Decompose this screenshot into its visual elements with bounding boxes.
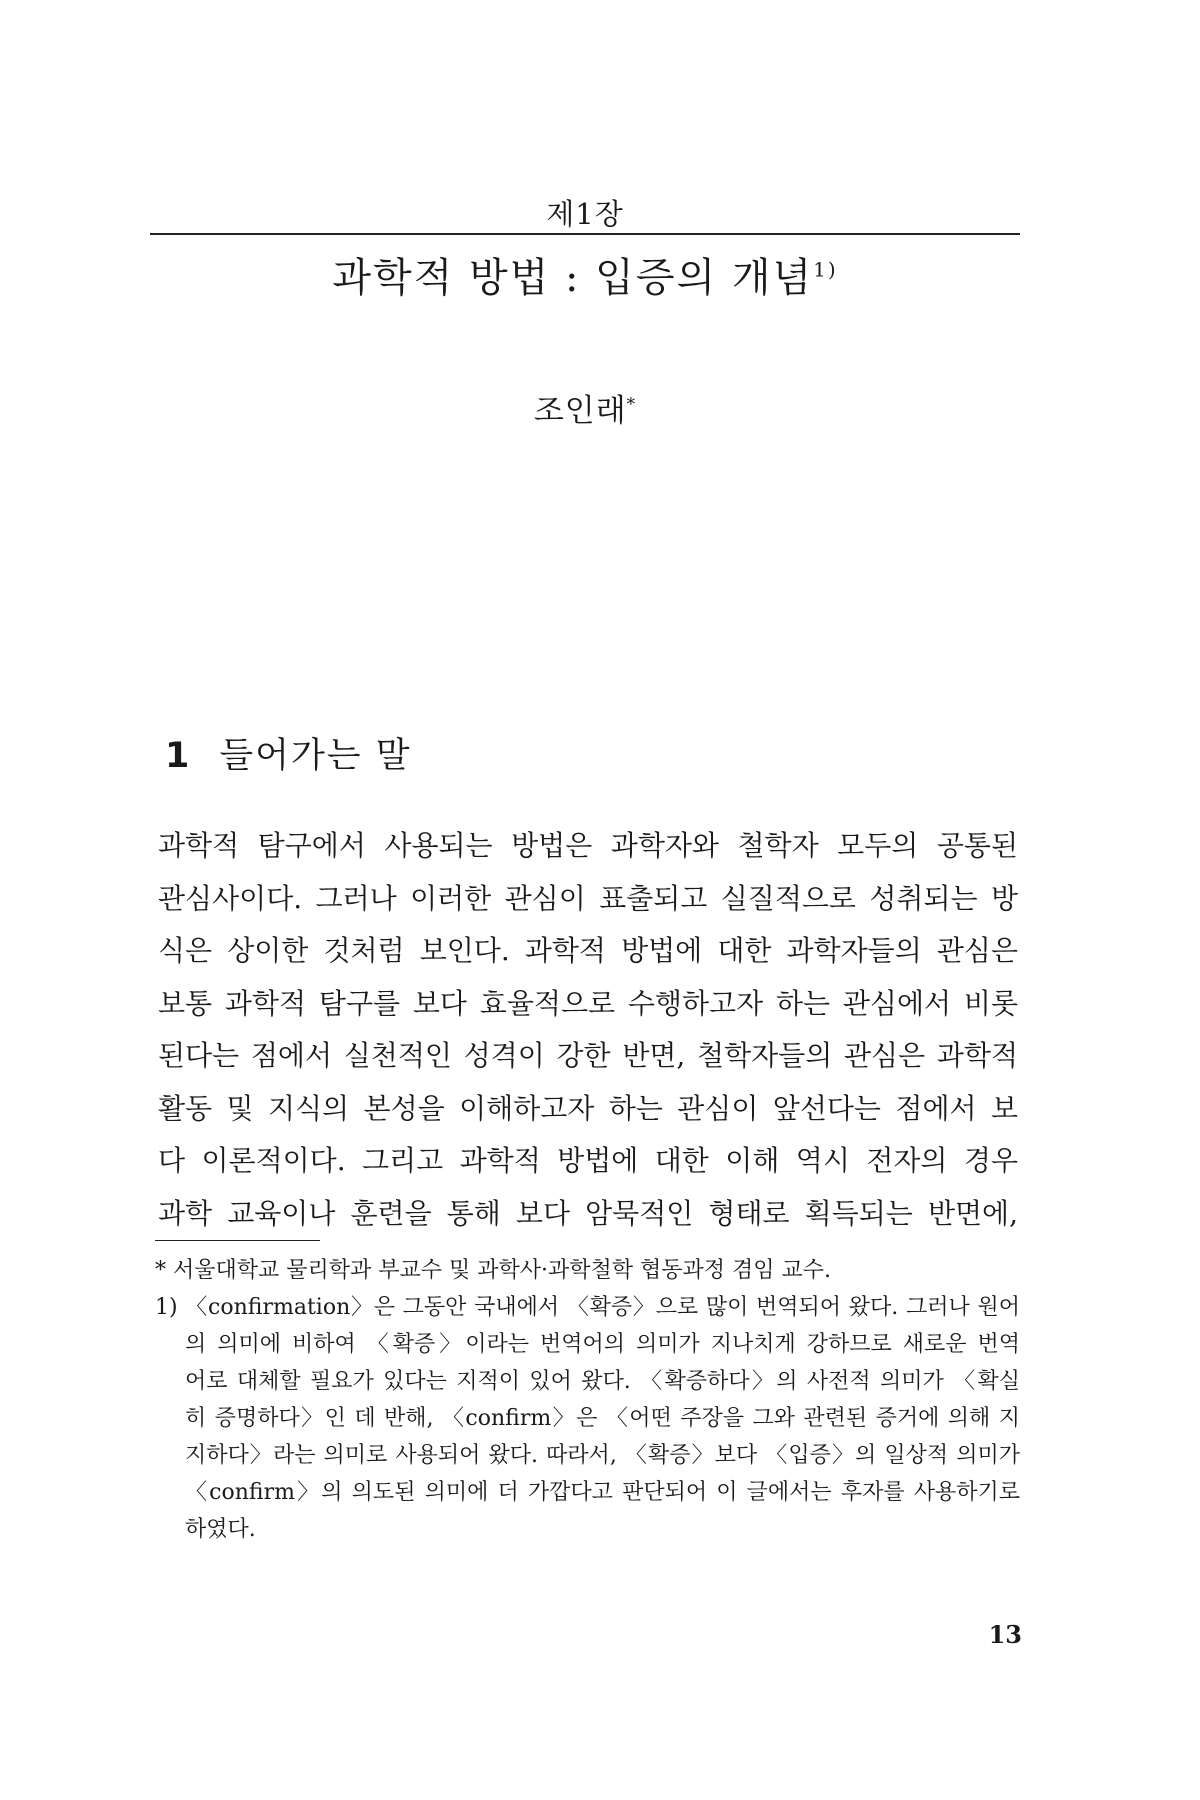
footnote-1-line: 1) 〈confirmation〉은 그동안 국내에서 〈확증〉으로 많이 번역되어 왔다. 그러나 원어 [155, 1295, 1020, 1320]
section-heading [165, 728, 412, 778]
body-line: 보통 과학적 탐구를 보다 효율적으로 수행하고자 하는 관심에서 비롯 [158, 986, 1018, 1020]
footnotes [155, 1252, 1020, 1548]
page-number: 13 [988, 1620, 1022, 1649]
body-line: 과학적 탐구에서 사용되는 방법은 과학자와 철학자 모두의 공통된 [158, 829, 1018, 862]
body-line: 과학 교육이나 훈련을 통해 보다 암묵적인 형태로 획득되는 반면에, [158, 1196, 1018, 1230]
author-name: 조인래 [533, 393, 627, 429]
chapter-label: 제1장 [546, 197, 624, 231]
footnote-1-line: 지하다〉라는 의미로 사용되어 왔다. 따라서, 〈확증〉보다 〈입증〉의 일상적 의미가 [185, 1443, 1020, 1468]
body-line: 식은 상이한 것처럼 보인다. 과학적 방법에 대한 과학자들의 관심은 [158, 934, 1018, 967]
chapter-title-text: 과학적 방법 : 입증의 개념 [332, 255, 814, 301]
footnote-divider [155, 1240, 320, 1241]
body-line: 다 이론적이다. 그리고 과학적 방법에 대한 이해 역시 전자의 경우 [158, 1144, 1018, 1177]
footnote-1-line: 의 의미에 비하여 〈확증〉이라는 번역어의 의미가 지나치게 강하므로 새로운 번역 [185, 1332, 1020, 1357]
body-line: 된다는 점에서 실천적인 성격이 강한 반면, 철학자들의 관심은 과학적 [158, 1039, 1018, 1072]
body-line: 활동 및 지식의 본성을 이해하고자 하는 관심이 앞선다는 점에서 보 [158, 1091, 1018, 1125]
footnote-1-line: 〈confirm〉의 의도된 의미에 더 가깝다고 판단되어 이 글에서는 후자를 사용하기로 [185, 1480, 1020, 1505]
body-line: 관심사이다. 그러나 이러한 관심이 표출되고 실질적으로 성취되는 방 [158, 881, 1018, 915]
author-footnote-marker: * [626, 394, 637, 415]
section-number: 1 [165, 736, 192, 776]
chapter-title [150, 246, 1020, 303]
section-title: 들어가는 말 [219, 736, 412, 776]
footnote-1-line: 어로 대체할 필요가 있다는 지적이 있어 왔다. 〈확증하다〉의 사전적 의미가 〈확실 [185, 1369, 1020, 1394]
footnote-1-line: 히 증명하다〉인 데 반해, 〈confirm〉은 〈어떤 주장을 그와 관련된 증거에 의해 지 [185, 1406, 1020, 1431]
chapter-title-footnote-marker: 1) [813, 257, 838, 282]
footnote-author: * 서울대학교 물리학과 부교수 및 과학사·과학철학 협동과정 겸임 교수. [155, 1258, 831, 1283]
author-byline [150, 385, 1020, 430]
footnote-1-line: 하였다. [185, 1517, 256, 1542]
body-paragraph [158, 820, 1018, 1240]
chapter-divider [150, 233, 1020, 235]
